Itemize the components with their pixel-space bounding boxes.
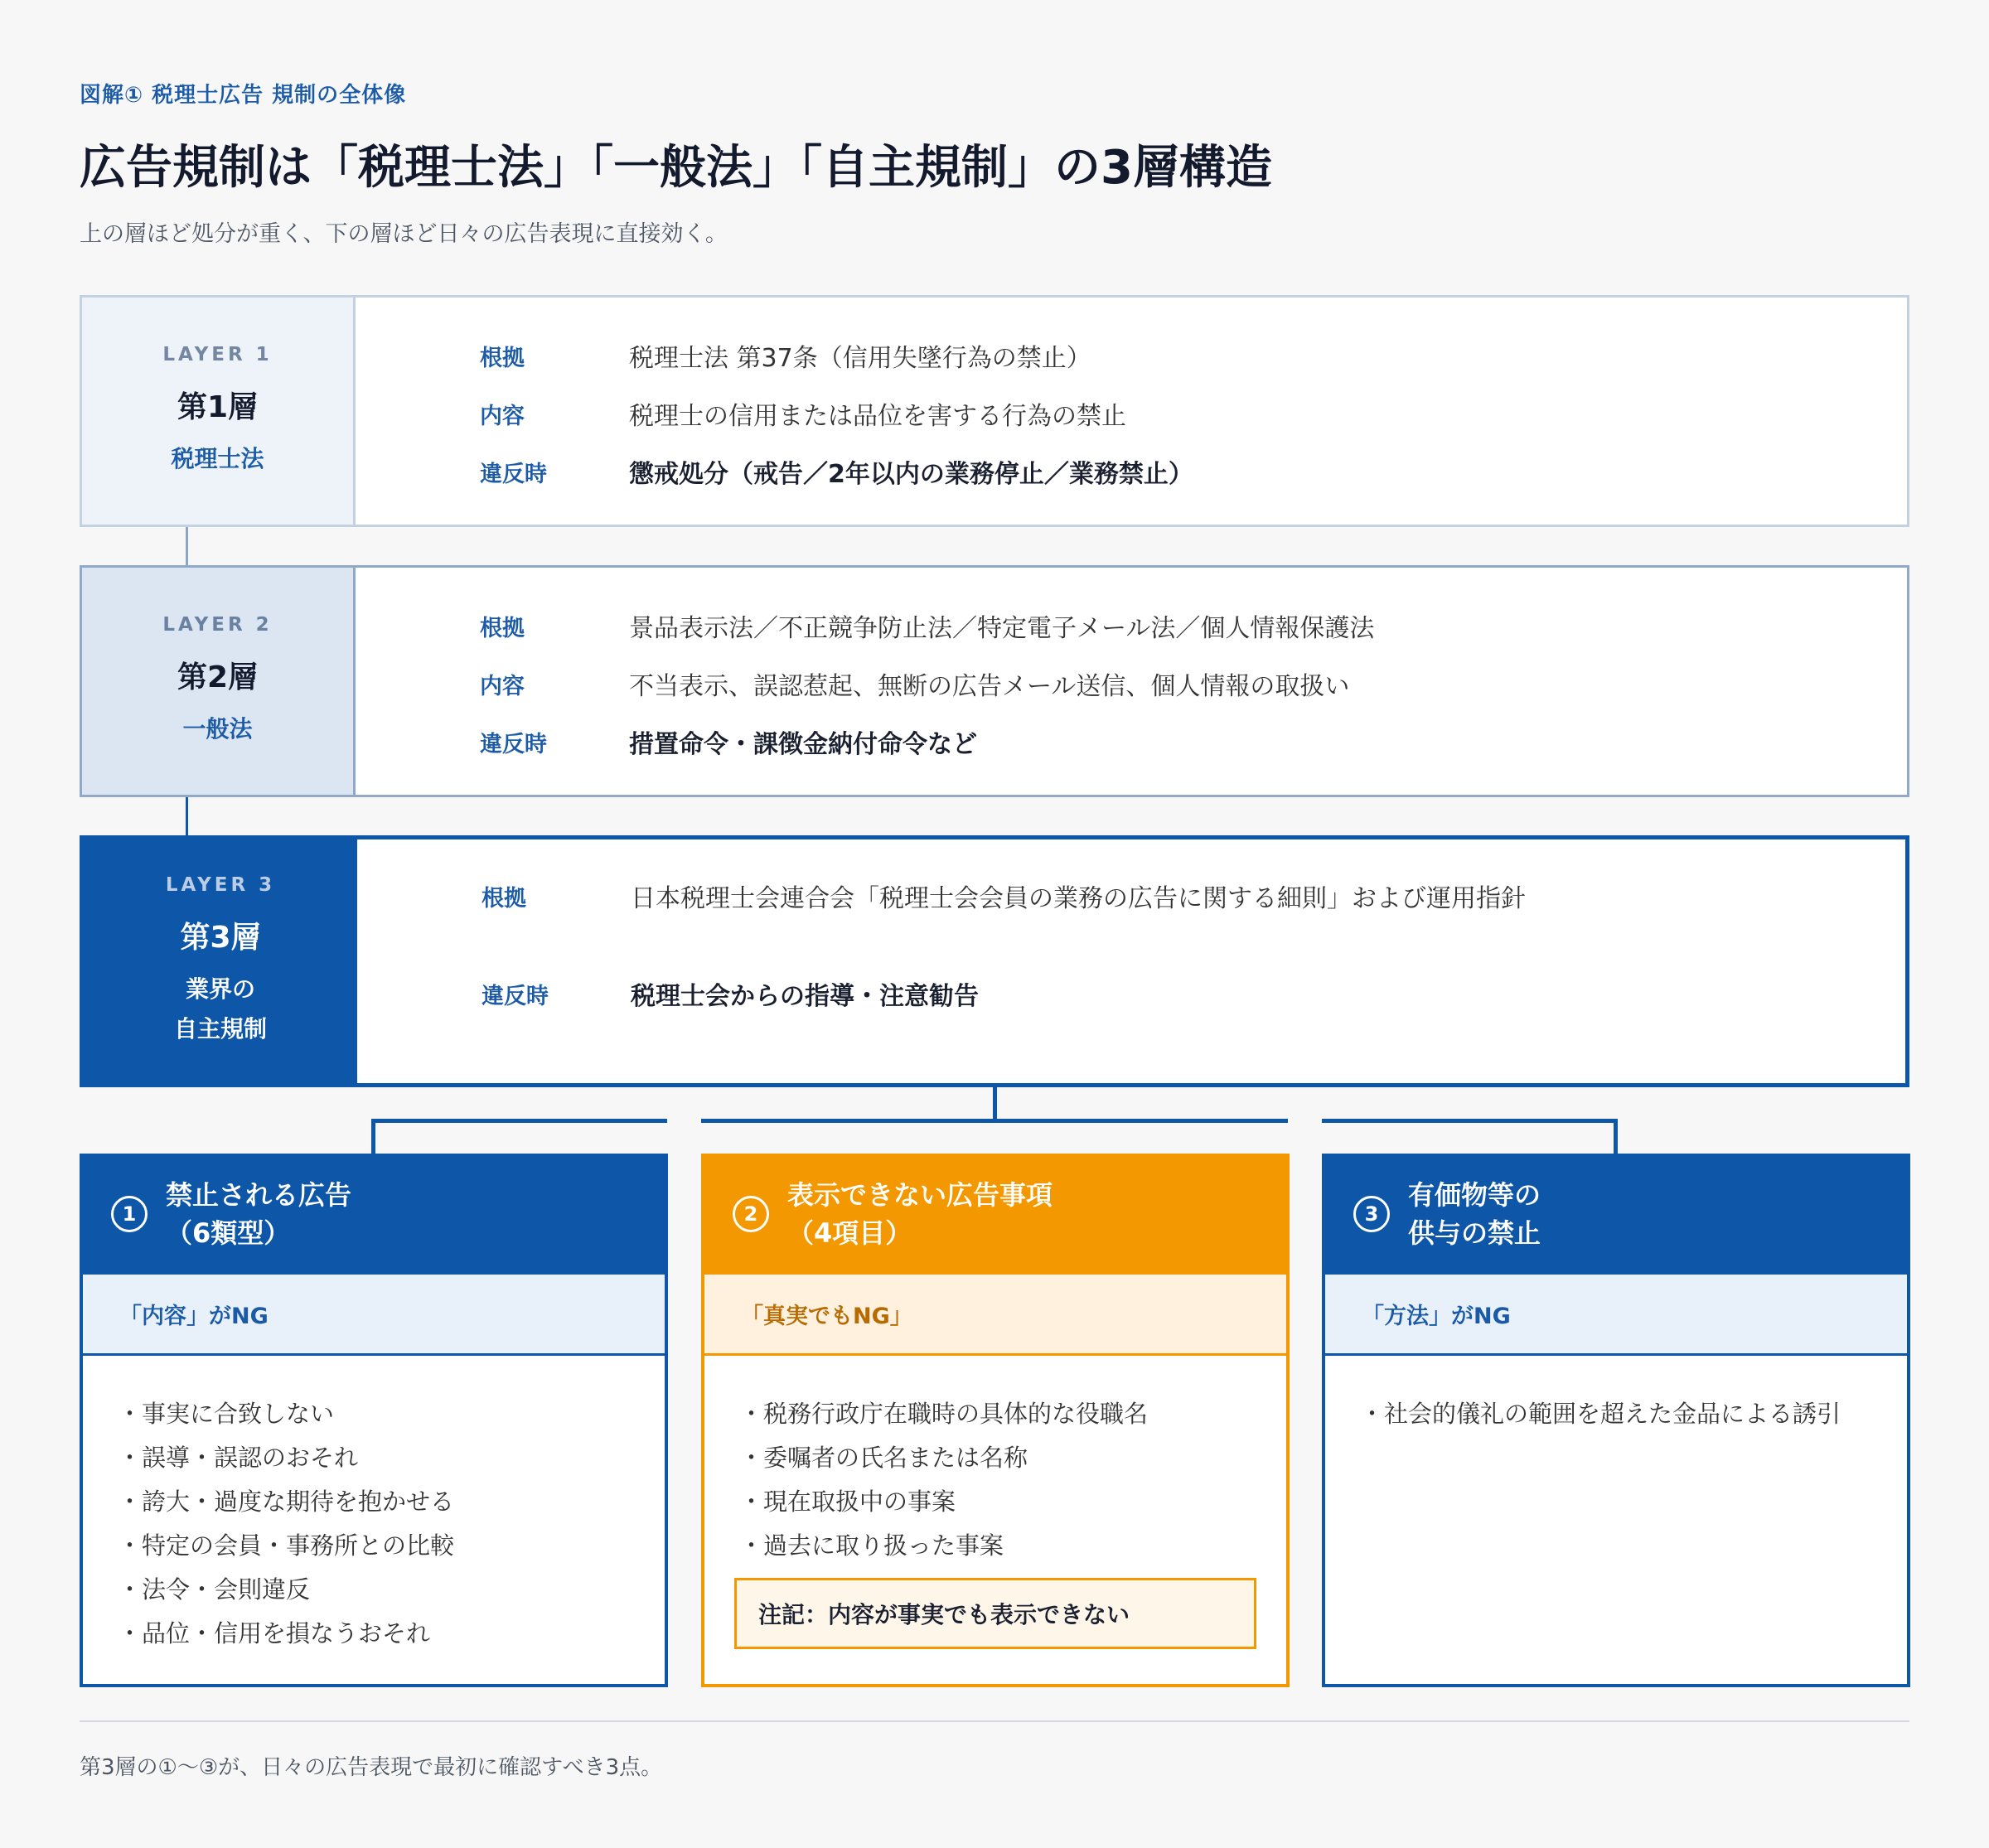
layer-subtitle-line1: 業界の (185, 975, 255, 1003)
card-header (1322, 1154, 1910, 1275)
row-key: 根拠 (480, 615, 525, 641)
list-item: ・ 社会的儀礼の範囲を超えた金品による誘引 (1360, 1392, 1907, 1436)
layer-1-header (82, 298, 356, 525)
card-subtitle: 「内容」がNG (83, 1275, 665, 1356)
layer-3-box (80, 835, 1909, 1087)
list-item: ・ 特定の会員・事務所との比較 (118, 1524, 665, 1568)
list-item: ・ 法令・会則違反 (118, 1568, 665, 1612)
layer-2-box (80, 565, 1909, 797)
row-content (480, 667, 1874, 700)
page-subtitle: 上の層ほど処分が重く、下の層ほど日々の広告表現に直接効く。 (80, 221, 728, 247)
row-key: 根拠 (480, 345, 525, 371)
list-item: ・ 委嘱者の氏名または名称 (739, 1436, 1286, 1480)
layer-3-header (84, 839, 357, 1083)
layer-name: 第2層 (177, 660, 259, 694)
card-header (80, 1154, 668, 1275)
connector-line (993, 1087, 997, 1122)
layer-rows (357, 839, 1905, 1083)
layer-code: LAYER 1 (162, 343, 273, 365)
figure-label: 図解① 税理士広告 規制の全体像 (80, 83, 407, 108)
circled-number: 2 (733, 1196, 769, 1232)
layer-rows (356, 568, 1907, 795)
layer-code: LAYER 2 (162, 613, 273, 636)
card-subtitle: 「真実でもNG」 (704, 1275, 1286, 1356)
row-basis (482, 879, 1872, 912)
connector-line (186, 527, 188, 565)
row-key: 内容 (480, 673, 525, 699)
footnote: 第3層の①〜③が、日々の広告表現で最初に確認すべき3点。 (80, 1755, 663, 1780)
list-item: ・ 税務行政庁在職時の具体的な役職名 (739, 1392, 1286, 1436)
list-item: ・ 品位・信用を損なうおそれ (118, 1612, 665, 1656)
row-basis (480, 609, 1874, 642)
row-value: 措置命令・課徴金納付命令など (629, 730, 977, 759)
layer-rows (356, 298, 1907, 525)
layer-subtitle: 一般法 (182, 714, 253, 743)
card-header (701, 1154, 1290, 1275)
card-title: 表示できない広告事項 （4項目） (787, 1179, 1053, 1249)
list-item: ・ 誤導・誤認のおそれ (118, 1436, 665, 1480)
layer-1-box (80, 295, 1909, 527)
connector-line (1322, 1119, 1618, 1123)
row-key: 違反時 (482, 983, 549, 1009)
card-list (83, 1356, 665, 1656)
row-value: 税理士会からの指導・注意勧告 (631, 982, 979, 1011)
card-title: 禁止される広告 （6類型） (166, 1179, 352, 1249)
layer-code: LAYER 3 (165, 873, 276, 896)
row-penalty (480, 455, 1874, 488)
list-item: ・ 現在取扱中の事案 (739, 1480, 1286, 1524)
connector-line (186, 797, 188, 835)
card-subtitle: 「方法」がNG (1325, 1275, 1907, 1356)
list-item: ・ 誇大・過度な期待を抱かせる (118, 1480, 665, 1524)
row-basis (480, 339, 1874, 372)
row-key: 内容 (480, 403, 525, 429)
row-penalty (482, 977, 1872, 1010)
row-value: 懲戒処分（戒告／2年以内の業務停止／業務禁止） (629, 460, 1193, 489)
layer-name: 第1層 (177, 389, 259, 424)
connector-line (371, 1119, 667, 1123)
connector-line (371, 1119, 375, 1154)
row-key: 違反時 (480, 461, 547, 487)
circled-number: 1 (111, 1196, 148, 1232)
connector-line (1614, 1119, 1618, 1154)
row-value: 日本税理士会連合会「税理士会会員の業務の広告に関する細則」および運用指針 (631, 884, 1526, 913)
card-undisplayable-items (701, 1154, 1290, 1687)
row-content (480, 397, 1874, 430)
layer-subtitle-line2: 自主規制 (173, 1014, 267, 1043)
card-list (1325, 1356, 1907, 1436)
layer-name: 第3層 (180, 920, 261, 955)
card-list (704, 1356, 1286, 1568)
layer-2-header (82, 568, 356, 795)
card-prohibited-ads (80, 1154, 668, 1687)
row-key: 違反時 (480, 731, 547, 757)
row-key: 根拠 (482, 885, 526, 912)
row-value: 不当表示、誤認惹起、無断の広告メール送信、個人情報の取扱い (629, 672, 1350, 701)
page-title: 広告規制は「税理士法」「一般法」「自主規制」の3層構造 (80, 141, 1272, 195)
divider (80, 1720, 1909, 1722)
row-value: 景品表示法／不正競争防止法／特定電子メール法／個人情報保護法 (629, 614, 1375, 643)
list-item: ・ 過去に取り扱った事案 (739, 1524, 1286, 1568)
row-value: 税理士の信用または品位を害する行為の禁止 (629, 402, 1126, 431)
list-item: ・ 事実に合致しない (118, 1392, 665, 1436)
row-penalty (480, 725, 1874, 758)
circled-number: 3 (1353, 1196, 1390, 1232)
connector-line (701, 1119, 1288, 1123)
card-note: 注記：内容が事実でも表示できない (734, 1578, 1256, 1649)
row-value: 税理士法 第37条（信用失墜行為の禁止） (629, 344, 1091, 373)
layer-subtitle: 税理士法 (171, 444, 264, 472)
card-title: 有価物等の 供与の禁止 (1408, 1179, 1541, 1249)
card-gift-prohibition (1322, 1154, 1910, 1687)
